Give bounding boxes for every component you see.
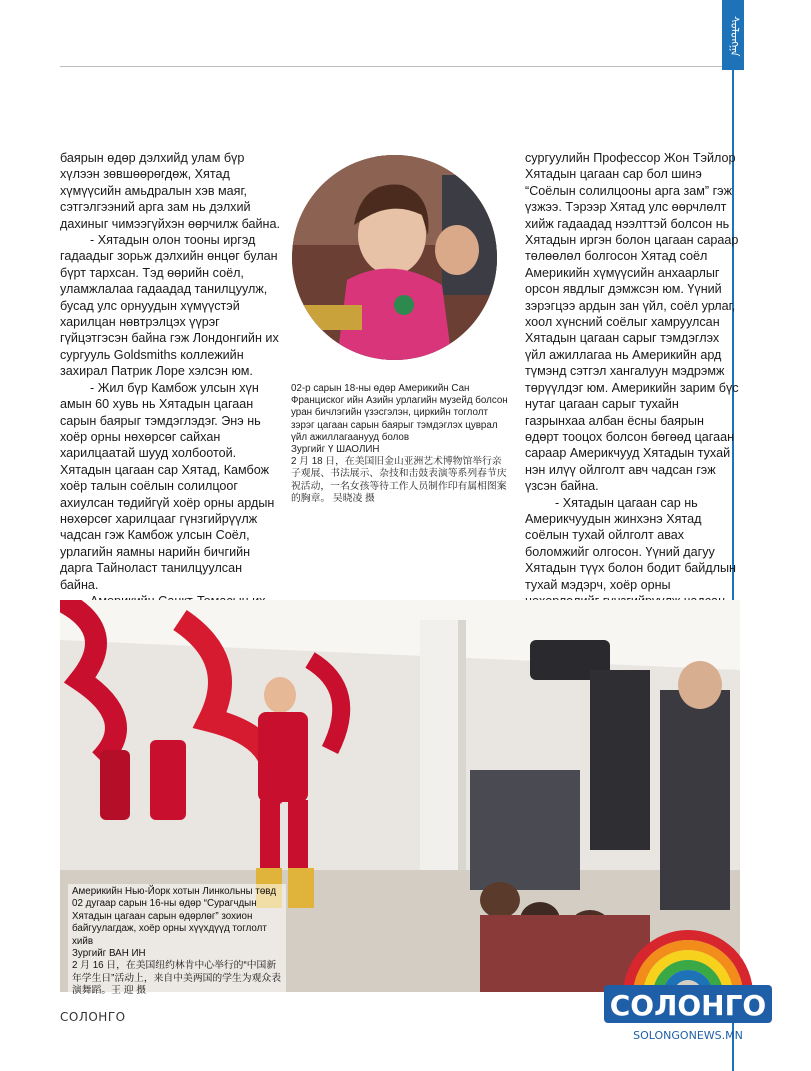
- caption-text: Америкийн Нью-Йорк хотын Линкольны төвд 02 дугаар сарын 16-ны өдөр “Сурагчдын Хятадын цагаан сарын өдөрлөг” зохион байгуулагдаж, хоёр орны хүүхдүүд тоглолт хийв: [72, 886, 277, 947]
- side-tab-text: ᠰᠣᠯᠣᠩᠭ᠋ᠠ: [728, 15, 741, 57]
- header-rule: [60, 66, 736, 67]
- paragraph: - Хятадын олон тооны иргэд гадаадыг зорьж дэлхийн өнцөг булан бүрт тархсан. Тэд өөрийн соёл, уламжлалаа гадаадад танилцуулж, бусад улс орнуудын хүмүүстэй харилцан нөвтрэлцэх үүрэг гүйцэтгэсэн байна гэж Лондонгийн их сургууль Goldsmiths коллежийн захирал Патрик Лоре хэлсэн юм.: [60, 233, 279, 379]
- logo-title: СОЛОНГО: [609, 989, 767, 1022]
- paragraph: сургуулийн Профессор Жон Тэйлор Хятадын цагаан сар бол шинэ “Соёлын солилцооны арга зам” гэж үзжээ. Тэрээр Хятад улс өөрчлөлт хийж гадаадад нээлттэй болсон нь Хятадын иргэн болон цагаан сараар төлөөлөл болгосон Хятад соёл Америкийн хүмүүсийн анхаарлыг орсон явдлыг дэмжсэн юм. Үүний зэрэгцээ ардын зан үйл, соёл урлаг, хоол хүнсний соёлыг хамруулсан Хятадын цагаан сарыг тэмдэглэх үйл ажиллагаа нь Америкийн ард түмэнд сэтгэл хангалуун мэдрэмж төрүүлдэг юм. Америкийн зарим бүс нутаг цагаан сарыг тухайн газрынхаа албан ёсны баярын өдөрт тооцох болсон бөгөөд цагаан сараар Америкчууд Хятадын тухай нэн илүү ойлголт авч чадсан гэж үзсэн байна.: [525, 151, 739, 494]
- paragraph: баярын өдөр дэлхийд улам бүр хүлээн зөвшөөрөгдөж, Хятад хүмүүсийн амьдралын хэв маяг, сэтгэлгээний арга зам нь дэлхий дахиныг чимээгүйхэн өөрчилж байна.: [60, 151, 281, 231]
- photo-caption-bottom: [68, 884, 286, 1000]
- caption-credit: Зургийг Ү ШАОЛИН: [291, 444, 380, 456]
- caption-credit: Зургийг ВАН ИН: [72, 948, 146, 960]
- caption-chinese: 2 月 18 日，在美国旧金山亚洲艺术博物馆举行亲子观展、书法展示、杂技和击鼓表演等系列春节庆祝活动，一名女孩等待工作人员制作印有属相图案的胸章。 吴晓凌 摄: [291, 456, 507, 504]
- footer-magazine-name: СОЛОНГО: [60, 1010, 126, 1024]
- photo-caption-top: [291, 383, 509, 505]
- girl-photo: [292, 155, 497, 360]
- logo-url: SOLONGONEWS.MN: [633, 1029, 743, 1042]
- article-column-left: [60, 150, 280, 626]
- paragraph: - Жил бүр Камбож улсын хүн амын 60 хувь нь Хятадын цагаан сарын баярыг тэмдэглэдэг. Энэ нь хоёр орны нөхөрсөг сайхан харилцаатай шууд холбоотой. Хятадын цагаан сар Хятад, Камбож хоёр талын соёлын солилцоог ахиулсан төдийгүй хоёр орны ардын нөхөрсөг харилцааг гүнзгийрүүлж чадсан гэж Камбож улсын Соёл, урлагийн яамны нарийн бичгийн дарга Тайноласт танилцуулсан байна.: [60, 380, 275, 592]
- caption-chinese: 2 月 16 日，在美国纽约林肯中心举行的“中国新年学生日”活动上，来自中美两国的学生为观众表演舞蹈。王 迎 摄: [72, 960, 281, 997]
- caption-text: 02-р сарын 18-ны өдөр Америкийн Сан Франциског ийн Азийн урлагийн музейд болсон уран бичлэгийн үзэсгэлэн, циркийн тоглолт зэрэг цагаан сарын баярыг тэмдэглэх цуврал үйл ажиллагаанууд болов: [291, 383, 508, 443]
- paragraph-text: - Хятадын цагаан сар нь Америкчуудын жинхэнэ Хятад соёлын тухай ойлголт авах боломжийг олгосон. Үүний дагуу Хятадын түүх болон бодит байдлын тухай мэдэрч, хоёр орны: [525, 495, 737, 592]
- article-column-right: [525, 150, 740, 626]
- solongo-logo: [598, 925, 778, 1050]
